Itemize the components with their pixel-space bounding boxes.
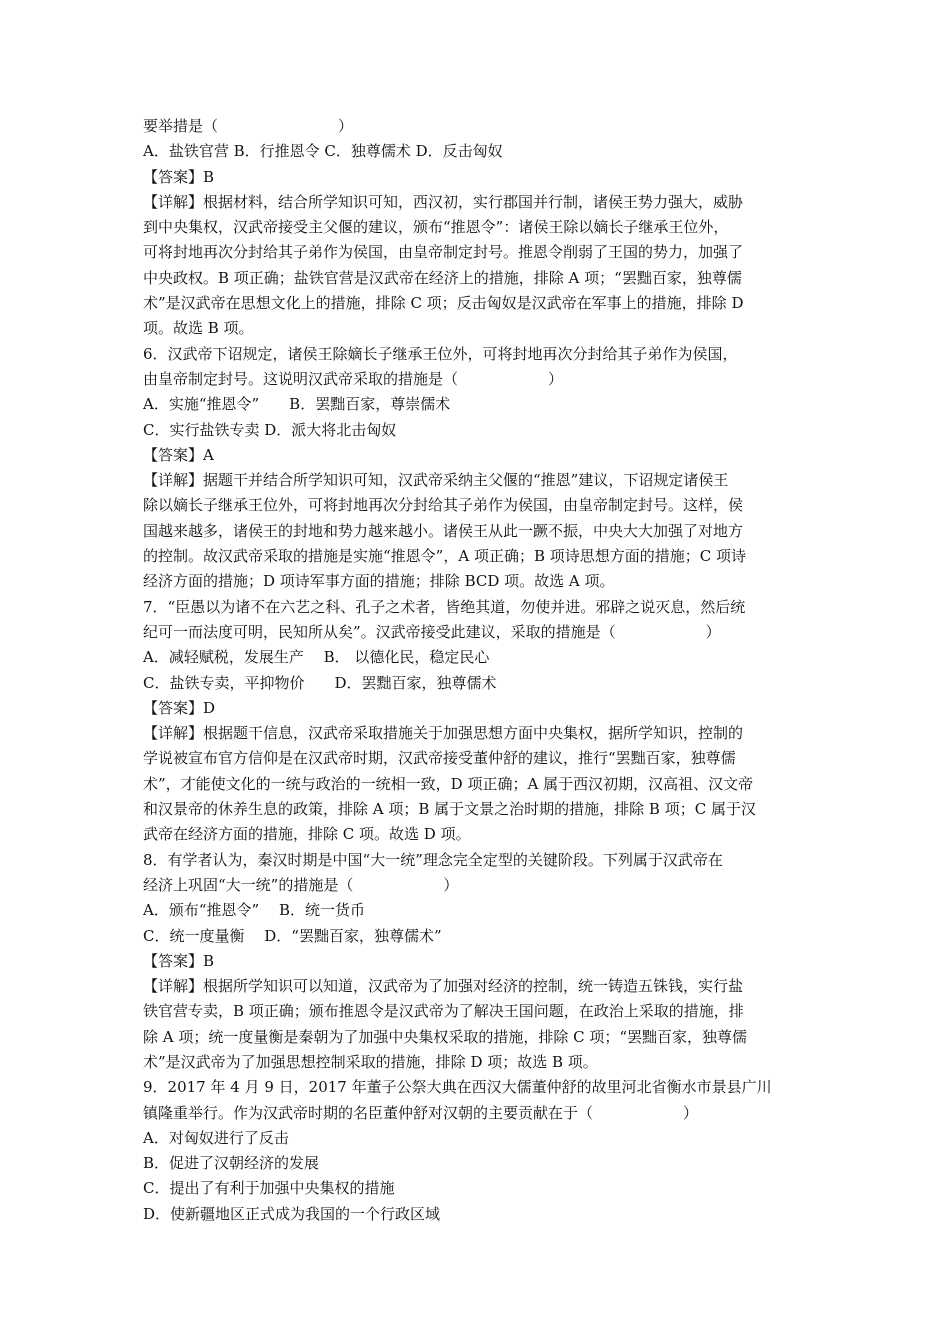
question-9-option-b: B．促进了汉朝经济的发展: [143, 1154, 320, 1173]
question-9-option-d: D．使新疆地区正式成为我国的一个行政区域: [143, 1204, 441, 1223]
document-body: [143, 114, 811, 1227]
question-5-explanation-line: 到中央集权，汉武帝接受主父偃的建议，颁布“推恩令”：诸侯王除以嫡长子继承王位外，: [143, 218, 729, 237]
question-6-stem: 由皇帝制定封号。这说明汉武帝采取的措施是（ ）: [143, 369, 564, 388]
question-6-answer: 【答案】A: [143, 445, 214, 464]
question-9-option-c: C．提出了有利于加强中央集权的措施: [143, 1179, 395, 1198]
question-5-options: A．盐铁官营 B．行推恩令 C．独尊儒术 D．反击匈奴: [143, 142, 503, 161]
question-6-options: C．实行盐铁专卖 D．派大将北击匈奴: [143, 420, 397, 439]
question-8-explanation-line: 铁官营专卖，B 项正确；颁布推恩令是汉武帝为了解决王国问题，在政治上采取的措施，排: [143, 1002, 744, 1021]
question-8-stem: 经济上巩固“大一统”的措施是（ ）: [143, 875, 459, 894]
question-6-explanation-line: 的控制。故汉武帝采取的措施是实施“推恩令”，A 项正确；B 项诗思想方面的措施；C 项诗: [143, 547, 746, 566]
question-8-options: A．颁布“推恩令” B．统一货币: [143, 901, 365, 920]
question-8-options: C．统一度量衡 D．“罢黜百家，独尊儒术”: [143, 926, 442, 945]
question-5-stem-end: 要举措是（ ）: [143, 117, 354, 135]
question-8-explanation-line: 【详解】根据所学知识可以知道，汉武帝为了加强对经济的控制，统一铸造五铢钱，实行盐: [143, 977, 744, 996]
question-6-explanation-line: 国越来越多，诸侯王的封地和势力越来越小。诸侯王从此一蹶不振，中央大大加强了对地方: [143, 521, 744, 540]
question-5-explanation-line: 可将封地再次分封给其子弟作为侯国，由皇帝制定封号。推恩令削弱了王国的势力，加强了: [143, 243, 744, 262]
question-7-explanation-line: 【详解】根据题干信息，汉武帝采取措施关于加强思想方面中央集权，据所学知识，控制的: [143, 724, 744, 743]
question-7-explanation-line: 武帝在经济方面的措施，排除 C 项。故选 D 项。: [143, 825, 471, 844]
question-6-stem: 6．汉武帝下诏规定，诸侯王除嫡长子继承王位外，可将封地再次分封给其子弟作为侯国，: [143, 344, 738, 363]
question-8-answer: 【答案】B: [143, 951, 215, 970]
question-5-explanation-line: 【详解】根据材料，结合所学知识可知，西汉初，实行郡国并行制，诸侯王势力强大，威胁: [143, 192, 744, 211]
question-8-explanation-line: 除 A 项；统一度量衡是秦朝为了加强中央集权采取的措施，排除 C 项；“罢黜百家，独尊儒: [143, 1027, 748, 1046]
question-7-answer: 【答案】D: [143, 698, 216, 717]
question-9-option-a: A．对匈奴进行了反击: [143, 1128, 289, 1147]
question-6-explanation-line: 除以嫡长子继承王位外，可将封地再次分封给其子弟作为侯国，由皇帝制定封号。这样，侯: [143, 496, 744, 515]
question-8-explanation-line: 术”是汉武帝为了加强思想控制采取的措施，排除 D 项；故选 B 项。: [143, 1052, 598, 1071]
question-9-stem: 镇隆重举行。作为汉武帝时期的名臣董仲舒对汉朝的主要贡献在于（ ）: [143, 1103, 699, 1122]
question-7-explanation-line: 术”，才能使文化的一统与政治的一统相一致，D 项正确；A 属于西汉初期，汉高祖、汉文帝: [143, 774, 754, 793]
question-6-explanation-line: 【详解】据题干并结合所学知识可知，汉武帝采纳主父偃的“推恩”建议，下诏规定诸侯王: [143, 471, 729, 490]
question-7-stem: 7．“臣愚以为诸不在六艺之科、孔子之术者，皆绝其道，勿使并进。邪辟之说灭息，然后统: [143, 597, 746, 616]
question-7-stem: 纪可一而法度可明，民知所从矣”。汉武帝接受此建议，采取的措施是（ ）: [143, 622, 721, 641]
question-9-stem: 9．2017 年 4 月 9 日，2017 年董子公祭大典在西汉大儒董仲舒的故里河北省衡水市景县广川: [143, 1078, 772, 1097]
question-6-options: A．实施“推恩令” B．罢黜百家，尊崇儒术: [143, 395, 451, 414]
question-7-options: C．盐铁专卖，平抑物价 D．罢黜百家，独尊儒术: [143, 673, 497, 692]
question-5-explanation-line: 中央政权。B 项正确；盐铁官营是汉武帝在经济上的措施，排除 A 项；“罢黜百家，独尊儒: [143, 268, 742, 287]
question-7-options: A．减轻赋税，发展生产 B． 以德化民，稳定民心: [143, 648, 490, 667]
question-8-stem: 8．有学者认为，秦汉时期是中国“大一统”理念完全定型的关键阶段。下列属于汉武帝在: [143, 850, 723, 869]
question-5-answer: 【答案】B: [143, 167, 215, 186]
question-5-explanation-line: 项。故选 B 项。: [143, 319, 254, 338]
question-6-explanation-line: 经济方面的措施；D 项诗军事方面的措施；排除 BCD 项。故选 A 项。: [143, 572, 615, 591]
question-7-explanation-line: 和汉景帝的休养生息的政策，排除 A 项；B 属于文景之治时期的措施，排除 B 项；C 属于汉: [143, 800, 756, 819]
question-5-explanation-line: 术”是汉武帝在思想文化上的措施，排除 C 项；反击匈奴是汉武帝在军事上的措施，排除 D: [143, 294, 744, 313]
question-7-explanation-line: 学说被宣布官方信仰是在汉武帝时期，汉武帝接受董仲舒的建议，推行“罢黜百家，独尊儒: [143, 749, 736, 768]
